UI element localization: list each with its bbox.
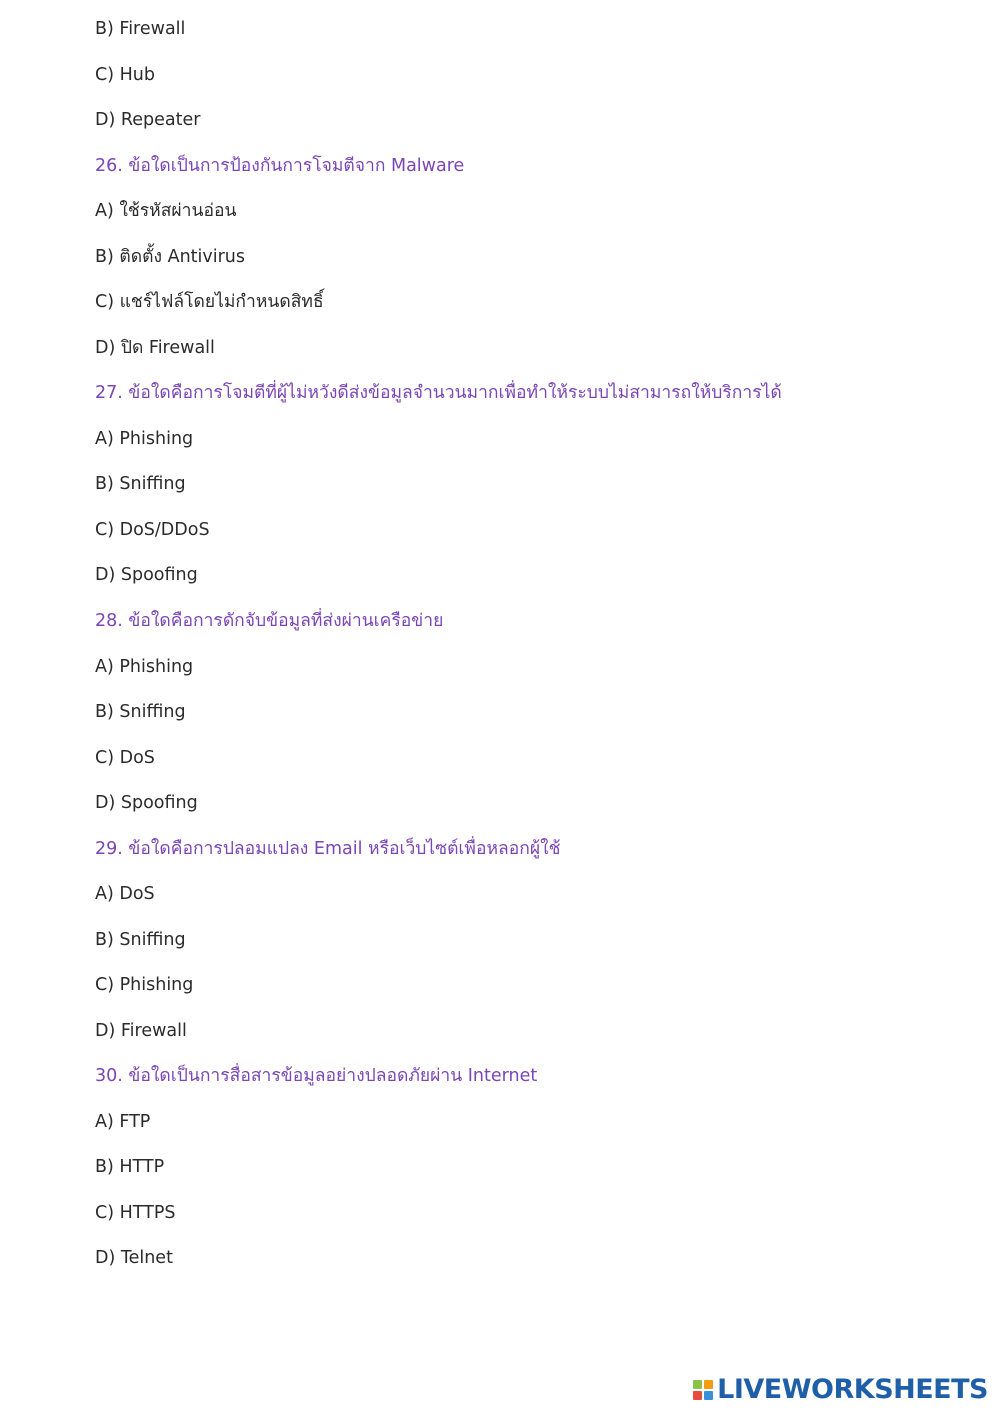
question-26: 26. ข้อใดเป็นการป้องกันการโจมตีจาก Malware (95, 156, 465, 176)
option-26-c[interactable]: C) แชร์ไฟล์โดยไม่กำหนดสิทธิ์ (95, 292, 324, 312)
option-27-c[interactable]: C) DoS/DDoS (95, 520, 210, 540)
question-29: 29. ข้อใดคือการปลอมแปลง Email หรือเว็บไซต์เพื่อหลอกผู้ใช้ (95, 839, 561, 859)
option-26-d[interactable]: D) ปิด Firewall (95, 338, 215, 358)
question-30: 30. ข้อใดเป็นการสื่อสารข้อมูลอย่างปลอดภัยผ่าน Internet (95, 1066, 538, 1086)
option-29-d[interactable]: D) Firewall (95, 1021, 187, 1041)
option-29-b[interactable]: B) Sniffing (95, 930, 186, 950)
option-25-d[interactable]: D) Repeater (95, 110, 201, 130)
logo-tile-i (704, 1380, 713, 1389)
option-27-b[interactable]: B) Sniffing (95, 474, 186, 494)
option-25-c[interactable]: C) Hub (95, 65, 155, 85)
logo-tile-l (693, 1380, 702, 1389)
option-27-d[interactable]: D) Spoofing (95, 565, 198, 585)
question-28: 28. ข้อใดคือการดักจับข้อมูลที่ส่งผ่านเครือข่าย (95, 611, 444, 631)
option-26-a[interactable]: A) ใช้รหัสผ่านอ่อน (95, 201, 237, 221)
option-30-d[interactable]: D) Telnet (95, 1248, 173, 1268)
logo-tile-e (704, 1391, 713, 1400)
option-27-a[interactable]: A) Phishing (95, 429, 194, 449)
option-28-a[interactable]: A) Phishing (95, 657, 194, 677)
option-30-c[interactable]: C) HTTPS (95, 1203, 176, 1223)
logo-tile-v (693, 1391, 702, 1400)
option-26-b[interactable]: B) ติดตั้ง Antivirus (95, 247, 246, 267)
logo-wordmark: LIVEWORKSHEETS (717, 1374, 988, 1405)
option-30-a[interactable]: A) FTP (95, 1112, 151, 1132)
option-29-a[interactable]: A) DoS (95, 884, 155, 904)
option-28-d[interactable]: D) Spoofing (95, 793, 198, 813)
option-29-c[interactable]: C) Phishing (95, 975, 194, 995)
option-25-b[interactable]: B) Firewall (95, 19, 186, 39)
question-27: 27. ข้อใดคือการโจมตีที่ผู้ไม่หวังดีส่งข้อมูลจำนวนมากเพื่อทำให้ระบบไม่สามารถให้บริการได้ (95, 383, 782, 403)
option-28-b[interactable]: B) Sniffing (95, 702, 186, 722)
option-28-c[interactable]: C) DoS (95, 748, 155, 768)
liveworksheets-logo-icon (693, 1380, 713, 1400)
option-30-b[interactable]: B) HTTP (95, 1157, 165, 1177)
liveworksheets-logo (693, 1374, 988, 1406)
